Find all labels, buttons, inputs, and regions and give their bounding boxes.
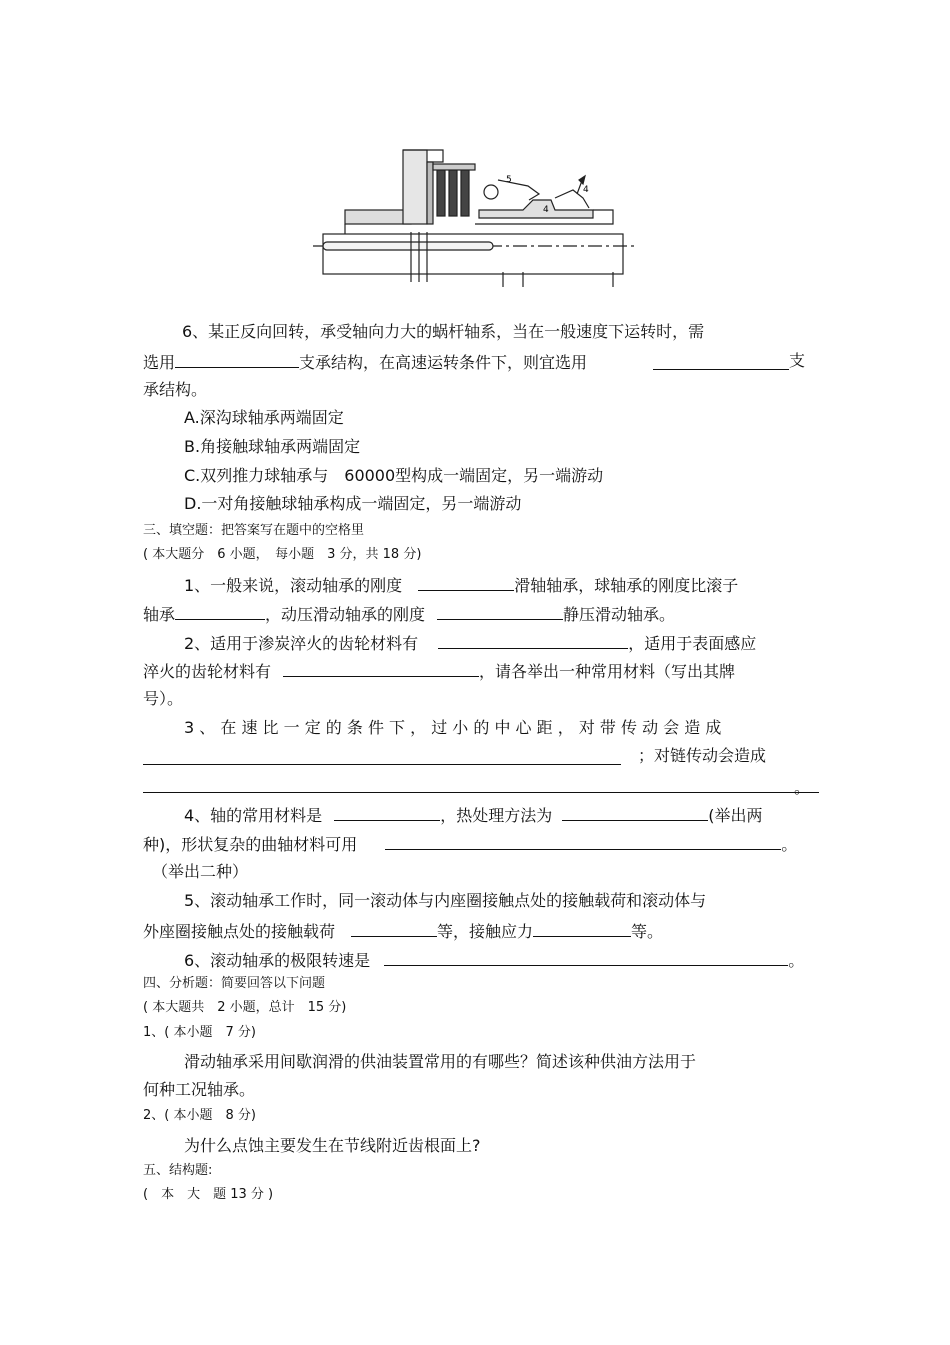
s3-q4-c: (举出两 bbox=[708, 806, 763, 825]
s3-q6-line bbox=[184, 949, 804, 971]
s3-q4-line2 bbox=[143, 833, 797, 855]
s3-q5-b: 外座圈接触点处的接触载荷 bbox=[143, 922, 336, 941]
clutch-drawing bbox=[293, 122, 657, 310]
section5-title: 五、结构题: bbox=[143, 1163, 213, 1178]
q6-option-b: B.角接触球轴承两端固定 bbox=[184, 437, 361, 456]
s3-q6-a: 6、滚动轴承的极限转速是 bbox=[184, 951, 371, 970]
q6-line3: 承结构。 bbox=[143, 380, 208, 399]
s4-q1-head: 1、( 本小题 7 分) bbox=[143, 1025, 256, 1040]
section5-note: ( 本 大 题 13 分 ) bbox=[143, 1187, 274, 1202]
s3-q4-a: 4、轴的常用材料是 bbox=[184, 806, 323, 825]
s3-q1-line1 bbox=[184, 574, 738, 596]
s3-q2-e: 号）。 bbox=[143, 689, 184, 708]
s3-q4-blank3[interactable] bbox=[385, 833, 781, 850]
s3-q1-d: ，动压滑动轴承的刚度 bbox=[265, 605, 426, 624]
s3-q4-d: 种)，形状复杂的曲轴材料可用 bbox=[143, 835, 358, 854]
s3-q1-blank2[interactable] bbox=[175, 603, 265, 620]
s4-q2-line1: 为什么点蚀主要发生在节线附近齿根面上? bbox=[184, 1136, 481, 1155]
s3-q3-c: 。 bbox=[794, 778, 811, 797]
s4-q1-line1: 滑动轴承采用间歇润滑的供油装置常用的有哪些？简述该种供油方法用于 bbox=[184, 1052, 697, 1071]
figure-label-5: 5 bbox=[506, 175, 512, 185]
s3-q6-blank1[interactable] bbox=[384, 949, 788, 966]
s3-q4-blank1[interactable] bbox=[334, 804, 440, 821]
section4-note: ( 本大题共 2 小题，总计 15 分) bbox=[143, 1000, 347, 1015]
q6-blank2[interactable] bbox=[653, 353, 789, 370]
s3-q4-b: ，热处理方法为 bbox=[440, 806, 553, 825]
s3-q1-b: 滑轴轴承，球轴承的刚度比滚子 bbox=[514, 576, 739, 595]
s3-q2-line1 bbox=[184, 632, 756, 654]
q6-line2-b: 支承结构，在高速运转条件下，则宜选用 bbox=[299, 353, 588, 372]
s3-q3-blank2[interactable] bbox=[143, 776, 819, 793]
q6-blank1[interactable] bbox=[175, 351, 299, 368]
s3-q2-blank1[interactable] bbox=[438, 632, 628, 649]
s3-q1-blank1[interactable] bbox=[418, 574, 514, 591]
q6-line2-c: 支 bbox=[789, 351, 806, 370]
figure-label-4a: 4 bbox=[583, 185, 589, 195]
q6-line2 bbox=[143, 351, 587, 373]
section4-title: 四、分析题：简要回答以下问题 bbox=[143, 976, 326, 991]
s3-q4-f: （举出二种） bbox=[152, 862, 249, 881]
s3-q6-b: 。 bbox=[788, 951, 805, 970]
s3-q2-c: 淬火的齿轮材料有 bbox=[143, 662, 272, 681]
s3-q5-line2 bbox=[143, 920, 663, 942]
s4-q2-head: 2、( 本小题 8 分) bbox=[143, 1108, 256, 1123]
q6-option-d: D.一对角接触球轴承构成一端固定，另一端游动 bbox=[184, 494, 522, 513]
s3-q3-b: ；对链传动会造成 bbox=[638, 746, 767, 765]
q6-line1: 6、某正反向回转，承受轴向力大的蜗杆轴系，当在一般速度下运转时，需 bbox=[182, 322, 705, 341]
section3-title: 三、填空题：把答案写在题中的空格里 bbox=[143, 523, 365, 538]
s3-q5-a: 5、滚动轴承工作时，同一滚动体与内座圈接触点处的接触载荷和滚动体与 bbox=[184, 891, 707, 910]
s3-q5-blank1[interactable] bbox=[351, 920, 437, 937]
s3-q3-blank1[interactable] bbox=[143, 748, 621, 765]
s3-q2-b: ，适用于表面感应 bbox=[628, 634, 757, 653]
s3-q1-blank3[interactable] bbox=[437, 603, 563, 620]
s3-q5-d: 等。 bbox=[631, 922, 664, 941]
q6-line2-a: 选用 bbox=[143, 353, 176, 372]
s3-q2-d: ，请各举出一种常用材料（写出其牌 bbox=[479, 662, 736, 681]
s3-q3-a: 3 、 在 速 比 一 定 的 条 件 下 ， 过 小 的 中 心 距 ， 对 带 传 动 会 造 成 bbox=[184, 718, 722, 737]
s3-q4-e: 。 bbox=[781, 835, 798, 854]
section3-note: ( 本大题分 6 小题， 每小题 3 分，共 18 分) bbox=[143, 547, 422, 562]
s3-q1-e: 静压滑动轴承。 bbox=[563, 605, 676, 624]
s3-q1-a: 1、一般来说，滚动轴承的刚度 bbox=[184, 576, 403, 595]
figure-label-4b: 4 bbox=[543, 205, 549, 215]
q6-option-c: C.双列推力球轴承与 60000型构成一端固定，另一端游动 bbox=[184, 466, 604, 485]
s3-q1-c: 轴承 bbox=[143, 605, 176, 624]
s3-q4-line1 bbox=[184, 804, 762, 826]
s3-q4-blank2[interactable] bbox=[562, 804, 708, 821]
s3-q2-blank2[interactable] bbox=[283, 660, 479, 677]
q6-option-a: A.深沟球轴承两端固定 bbox=[184, 408, 344, 427]
s4-q1-line2: 何种工况轴承。 bbox=[143, 1080, 256, 1099]
s3-q5-c: 等，接触应力 bbox=[437, 922, 534, 941]
s3-q2-line2 bbox=[143, 660, 735, 682]
s3-q1-line2 bbox=[143, 603, 675, 625]
s3-q5-blank2[interactable] bbox=[533, 920, 631, 937]
s3-q2-a: 2、适用于渗炭淬火的齿轮材料有 bbox=[184, 634, 419, 653]
